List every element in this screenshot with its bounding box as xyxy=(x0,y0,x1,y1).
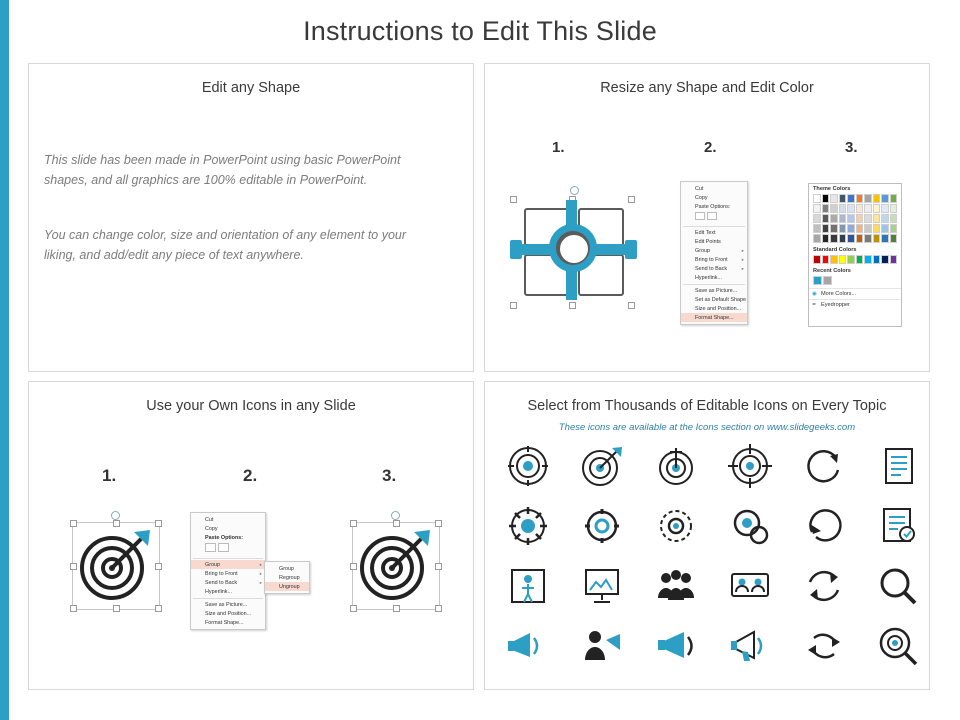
menu-item-group-label: Group xyxy=(695,247,710,254)
theme-colors-row-3[interactable] xyxy=(809,214,901,223)
resize-step-number-1: 1. xyxy=(552,139,565,156)
page-title: Instructions to Edit This Slide xyxy=(303,16,657,46)
own-icons-step-number-3: 3. xyxy=(382,466,397,485)
rotate-handle[interactable] xyxy=(570,186,579,195)
selection-handle[interactable] xyxy=(510,196,517,203)
menu-item-bring-to-front-label: Bring to Front xyxy=(205,570,238,577)
group-people-icon[interactable] xyxy=(646,564,706,616)
gear-dotted-icon[interactable] xyxy=(646,504,706,556)
chevron-right-icon: ▸ xyxy=(259,562,262,567)
menu-item-copy[interactable]: Copy xyxy=(695,194,708,201)
menu-item-paste-options[interactable]: Paste Options: xyxy=(695,203,731,210)
menu-item-group-label: Group xyxy=(205,561,220,568)
theme-colors-row-4[interactable] xyxy=(809,224,901,233)
rotate-handle[interactable] xyxy=(391,511,400,520)
quadrant-edit-shape xyxy=(28,63,474,372)
theme-colors-row-5[interactable] xyxy=(809,234,901,243)
submenu-item-ungroup[interactable]: Ungroup xyxy=(265,582,309,591)
menu-item-copy[interactable]: Copy xyxy=(205,525,218,532)
menu-item-bring-to-front[interactable] xyxy=(681,255,747,264)
quadrant-title-edit-shape: Edit any Shape xyxy=(201,80,301,96)
selection-handle[interactable] xyxy=(569,302,576,309)
resize-step-number-3: 3. xyxy=(845,139,858,156)
magnifier-icon[interactable] xyxy=(868,564,928,616)
menu-item-cut[interactable]: Cut xyxy=(695,185,704,192)
menu-item-bring-to-front-label: Bring to Front xyxy=(695,256,728,263)
chevron-right-icon: ▸ xyxy=(741,257,744,262)
chevron-right-icon: ▸ xyxy=(259,571,262,576)
recycle-arrows-icon[interactable] xyxy=(794,624,854,676)
color-picker-panel[interactable] xyxy=(808,183,902,327)
menu-item-edit-text[interactable]: Edit Text xyxy=(695,229,716,236)
checklist-document-icon[interactable] xyxy=(868,504,928,556)
icon-context-menu[interactable] xyxy=(190,512,266,630)
menu-item-edit-points[interactable]: Edit Points xyxy=(695,238,721,245)
refresh-clockwise-icon[interactable] xyxy=(794,444,854,496)
slide-accent-bar xyxy=(0,0,9,720)
selection-handle[interactable] xyxy=(628,196,635,203)
menu-item-hyperlink[interactable]: Hyperlink... xyxy=(695,274,722,281)
edit-shape-paragraph-2: You can change color, size and orientation of any element to your liking, and add/edit any piece of text anywhere. xyxy=(44,228,407,262)
standard-colors-row[interactable] xyxy=(809,255,901,264)
standard-colors-label: Standard Colors xyxy=(813,247,857,253)
target-search-icon[interactable] xyxy=(868,624,928,676)
submenu-item-group[interactable]: Group xyxy=(279,565,294,572)
person-speaking-icon[interactable] xyxy=(572,624,632,676)
menu-item-format-shape[interactable]: Format Shape... xyxy=(681,313,747,322)
menu-item-size-and-position[interactable]: Size and Position... xyxy=(205,610,252,617)
menu-item-cut[interactable]: Cut xyxy=(205,516,214,523)
shape-context-menu[interactable] xyxy=(680,181,748,325)
menu-item-set-default-shape[interactable]: Set as Default Shape xyxy=(695,296,746,303)
gear-solid-icon[interactable] xyxy=(498,504,558,556)
target-icon-selected-3[interactable] xyxy=(352,522,438,608)
theme-colors-row-2[interactable] xyxy=(809,204,901,213)
icon-gallery xyxy=(498,444,918,684)
chevron-right-icon: ▸ xyxy=(741,266,744,271)
menu-item-paste-options[interactable]: Paste Options: xyxy=(205,534,244,541)
menu-item-save-as-picture[interactable]: Save as Picture... xyxy=(695,287,738,294)
gear-outline-icon[interactable] xyxy=(572,504,632,556)
menu-item-size-and-position[interactable]: Size and Position... xyxy=(695,305,742,312)
group-submenu[interactable] xyxy=(264,561,310,594)
more-colors-label: More Colors... xyxy=(821,291,857,297)
menu-item-send-to-back[interactable] xyxy=(191,578,265,587)
sync-arrows-icon[interactable] xyxy=(794,564,854,616)
quadrant-title-thousands-icons: Select from Thousands of Editable Icons on Every Topic xyxy=(527,398,887,414)
own-icons-step-number-1: 1. xyxy=(102,466,117,485)
megaphone-icon[interactable] xyxy=(498,624,558,676)
target-crosshair-icon[interactable] xyxy=(720,444,780,496)
chevron-right-icon: ▸ xyxy=(259,580,262,585)
menu-item-save-as-picture[interactable]: Save as Picture... xyxy=(205,601,248,608)
shape-cap-left xyxy=(510,240,522,259)
target-pin-icon[interactable] xyxy=(646,444,706,496)
menu-item-send-to-back-label: Send to Back xyxy=(695,265,728,272)
menu-item-send-to-back[interactable] xyxy=(681,264,747,273)
theme-colors-row-1[interactable] xyxy=(809,194,901,203)
quadrant-title-resize-shape: Resize any Shape and Edit Color xyxy=(600,80,814,96)
refresh-circular-icon[interactable] xyxy=(794,504,854,556)
submenu-item-regroup[interactable]: Regroup xyxy=(279,574,300,581)
menu-item-group[interactable] xyxy=(681,246,747,255)
team-meeting-icon[interactable] xyxy=(720,564,780,616)
target-dart-icon[interactable] xyxy=(572,444,632,496)
theme-colors-label: Theme Colors xyxy=(813,186,851,192)
quadrant-title-own-icons: Use your Own Icons in any Slide xyxy=(146,398,356,414)
person-standing-icon[interactable] xyxy=(498,564,558,616)
menu-item-bring-to-front[interactable] xyxy=(191,569,265,578)
bullhorn-icon[interactable] xyxy=(646,624,706,676)
gear-teal-icon[interactable] xyxy=(720,504,780,556)
quadrant-subtitle-thousands-icons: These icons are available at the Icons section on www.slidegeeks.com xyxy=(558,422,856,433)
menu-item-format-shape[interactable]: Format Shape... xyxy=(205,619,244,626)
rotate-handle[interactable] xyxy=(111,511,120,520)
edit-shape-paragraph-1: This slide has been made in PowerPoint using basic PowerPoint shapes, and all graphics are 100% editable in PowerPoint. xyxy=(44,153,401,187)
own-icons-step-number-2: 2. xyxy=(243,466,258,485)
menu-item-send-to-back-label: Send to Back xyxy=(205,579,238,586)
document-lines-icon[interactable] xyxy=(868,444,928,496)
chevron-right-icon: ▸ xyxy=(741,248,744,253)
selection-handle[interactable] xyxy=(628,302,635,309)
announcement-icon[interactable] xyxy=(720,624,780,676)
shape-center-ring-teal xyxy=(549,224,597,272)
selection-handle[interactable] xyxy=(510,302,517,309)
recent-colors-row[interactable] xyxy=(809,276,901,285)
shape-cap-right xyxy=(625,240,637,259)
resize-step-number-2: 2. xyxy=(704,139,717,156)
menu-item-group[interactable] xyxy=(191,560,265,569)
target-icon-selected-1[interactable] xyxy=(72,522,158,608)
recent-colors-label: Recent Colors xyxy=(813,268,851,274)
presentation-people-icon[interactable] xyxy=(572,564,632,616)
eyedropper-label: Eyedropper xyxy=(821,302,850,308)
menu-item-more-colors[interactable]: ◉ More Colors... xyxy=(809,288,901,299)
menu-item-eyedropper[interactable]: ✒ Eyedropper xyxy=(809,299,901,310)
editable-shape-mock[interactable] xyxy=(510,190,637,310)
target-arrow-icon[interactable] xyxy=(498,444,558,496)
menu-item-hyperlink[interactable]: Hyperlink... xyxy=(205,588,232,595)
